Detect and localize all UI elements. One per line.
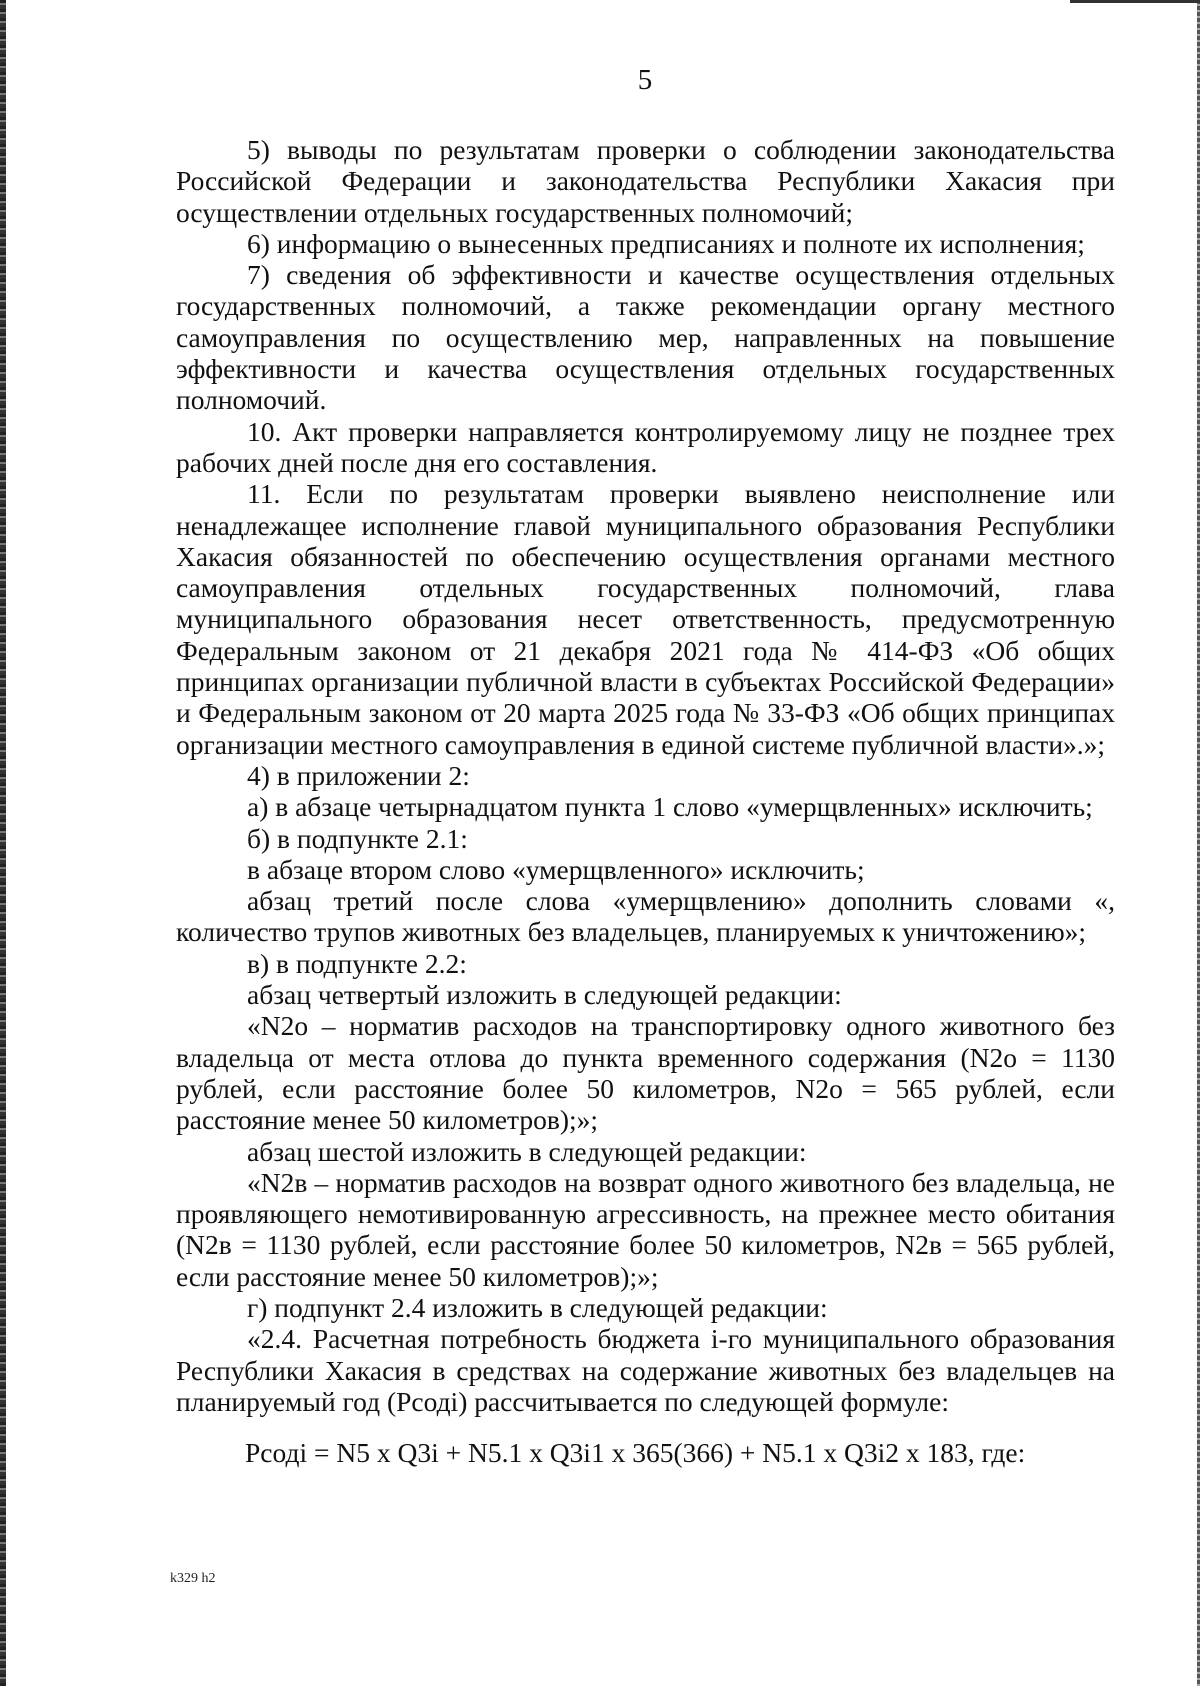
paragraph: абзац четвертый изложить в следующей редакции: — [247, 979, 842, 1011]
paragraph: 10. Акт проверки направляется контролируемому лицу не позднее трех рабочих дней после дня его составления. — [176, 415, 1115, 478]
paragraph: абзац шестой изложить в следующей редакции: — [247, 1135, 807, 1167]
paragraph: 5) выводы по результатам проверки о соблюдении законодательства Российской Федерации и законодательства Республики Хакасия при осуществлении отдельных государственных полномочий; — [176, 134, 1115, 228]
paragraph: 6) информацию о вынесенных предписаниях и полноте их исполнения; — [247, 227, 1085, 259]
paragraph: «N2о – норматив расходов на транспортировку одного животного без владельца от места отлова до пункта временного содержания (N2о = 1130 рублей, если расстояние более 50 километров, N2о = 565 рублей, если расстояние менее 50 километров);»; — [176, 1010, 1115, 1136]
formula: Рсодi = N5 x Q3i + N5.1 x Q3i1 x 365(366) + N5.1 x Q3i2 x 183, где: — [245, 1437, 1026, 1469]
document-body — [176, 134, 1115, 1468]
paragraph: в абзаце втором слово «умерщвленного» исключить; — [247, 853, 865, 885]
paragraph: 7) сведения об эффективности и качестве осуществления отдельных государственных полномочий, а также рекомендации органу местного самоуправления по осуществлению мер, направленных на повышение эффективности и качества осуществления отдельных государственных полномочий. — [176, 259, 1115, 416]
paragraph: «N2в – норматив расходов на возврат одного животного без владельца, не проявляющего немотивированную агрессивность, на прежнее место обитания (N2в = 1130 рублей, если расстояние более 50 километров, N2в = 565 рублей, если расстояние менее 50 километров);»; — [176, 1166, 1115, 1292]
paragraph: в) в подпункте 2.2: — [247, 947, 467, 979]
paragraph: г) подпункт 2.4 изложить в следующей редакции: — [247, 1291, 828, 1323]
scan-edge-left — [0, 0, 6, 1686]
footer-code: k329 h2 — [170, 1571, 216, 1586]
scan-edge-top — [1070, 0, 1200, 3]
paragraph: б) в подпункте 2.1: — [247, 822, 468, 854]
page-number: 5 — [637, 64, 653, 96]
paragraph: а) в абзаце четырнадцатом пункта 1 слово «умерщвленных» исключить; — [247, 791, 1093, 823]
paragraph: 11. Если по результатам проверки выявлено неисполнение или ненадлежащее исполнение главой муниципального образования Республики Хакасия обязанностей по обеспечению осуществления органами местного самоуправления отдельных государственных полномочий, глава муниципального образования несет ответственность, предусмотренную Федеральным законом от 21 декабря 2021 года № 414-ФЗ «Об общих принципах организации публичной власти в субъектах Российской Федерации» и Федеральным законом от 20 марта 2025 года № 33-ФЗ «Об общих принципах организации местного самоуправления в единой системе публичной власти».»; — [176, 478, 1115, 760]
paragraph: абзац третий после слова «умерщвлению» дополнить словами «, количество трупов животных без владельцев, планируемых к уничтожению»; — [176, 885, 1115, 948]
paragraph: 4) в приложении 2: — [247, 759, 470, 791]
paragraph: «2.4. Расчетная потребность бюджета i-го муниципального образования Республики Хакасия в средствах на содержание животных без владельцев на планируемый год (Рсодi) рассчитывается по следующей формуле: — [176, 1323, 1115, 1417]
